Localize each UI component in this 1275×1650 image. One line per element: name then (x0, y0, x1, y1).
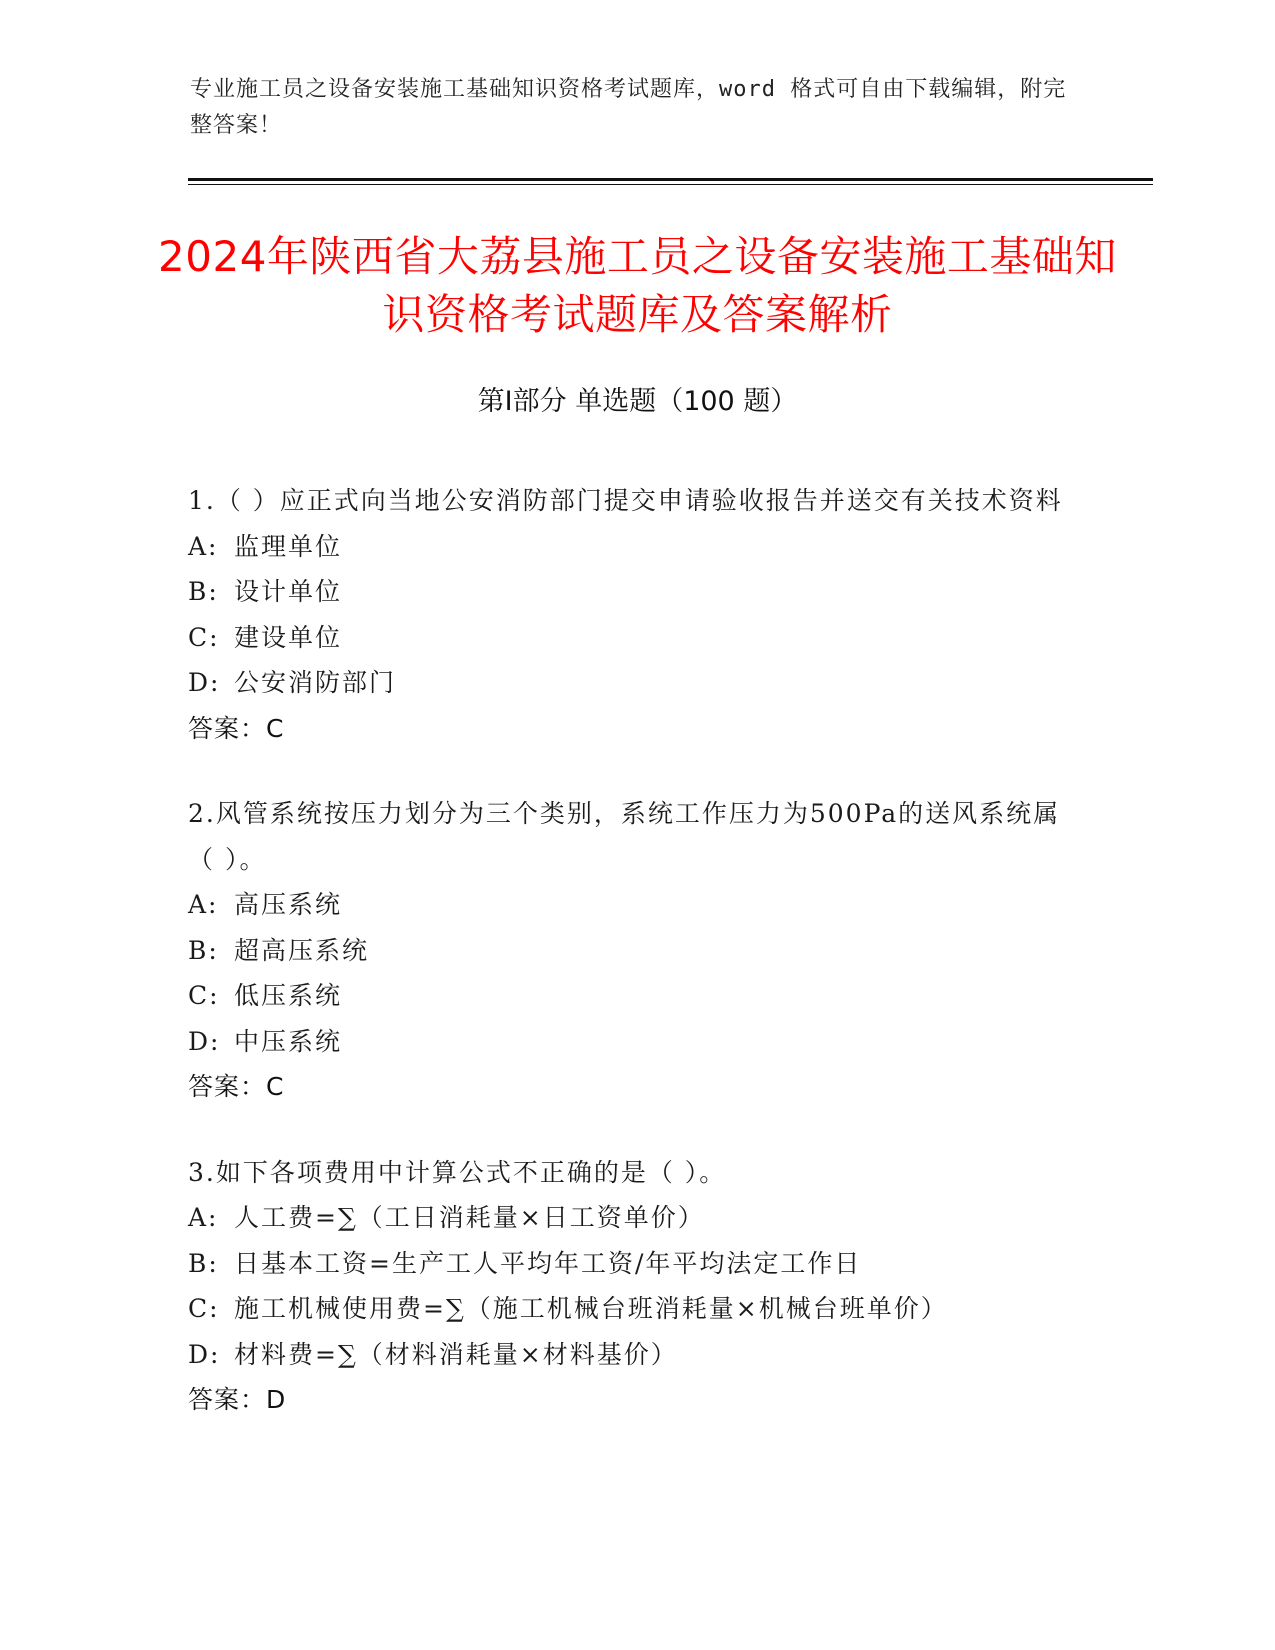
option-text: 高压系统 (234, 890, 343, 919)
option-key: A: (188, 890, 219, 919)
option-key: D: (188, 1026, 221, 1056)
option-c (188, 1286, 1088, 1332)
option-a (188, 1195, 1088, 1241)
option-key: C: (188, 1294, 220, 1323)
option-a (188, 882, 1088, 928)
option-key: D: (188, 1339, 221, 1369)
option-text: 材料费=∑（材料消耗量×材料基价） (234, 1339, 678, 1369)
answer-line: 答案：D (188, 1385, 287, 1414)
question-1 (188, 478, 1088, 751)
option-text: 中压系统 (234, 1026, 343, 1056)
option-b (188, 1241, 1088, 1287)
header-note: 专业施工员之设备安装施工基础知识资格考试题库，word 格式可自由下载编辑，附完整答案！ (190, 77, 1067, 138)
option-text: 低压系统 (234, 981, 343, 1010)
option-key: A: (188, 531, 219, 561)
option-key: A: (188, 1203, 219, 1232)
answer-line: 答案：C (188, 713, 285, 743)
option-text: 公安消防部门 (234, 668, 397, 697)
question-3 (188, 1150, 1088, 1423)
option-b (188, 928, 1088, 974)
option-text: 建设单位 (234, 622, 343, 652)
option-text: 施工机械使用费=∑（施工机械台班消耗量×机械台班单价） (234, 1294, 948, 1323)
option-text: 超高压系统 (234, 935, 370, 965)
option-b (188, 569, 1088, 615)
header-divider-thin (188, 184, 1153, 185)
option-text: 监理单位 (234, 531, 343, 561)
option-key: C: (188, 622, 220, 652)
option-text: 日基本工资=生产工人平均年工资/年平均法定工作日 (234, 1248, 862, 1278)
question-stem: 3.如下各项费用中计算公式不正确的是（ ）。 (188, 1157, 727, 1187)
option-key: B: (188, 935, 219, 965)
answer-line: 答案：C (188, 1072, 285, 1101)
option-d (188, 1019, 1088, 1065)
header-divider-thick (188, 178, 1153, 181)
section-title: 第Ⅰ部分 单选题（100 题） (477, 386, 798, 417)
option-a (188, 524, 1088, 570)
question-stem: 2.风管系统按压力划分为三个类别，系统工作压力为500Pa的送风系统属（ ）。 (188, 799, 1061, 874)
option-text: 人工费=∑（工日消耗量×日工资单价） (234, 1203, 705, 1232)
question-2 (188, 791, 1088, 1110)
question-stem: 1.（ ）应正式向当地公安消防部门提交申请验收报告并送交有关技术资料 (188, 486, 1063, 515)
option-key: C: (188, 981, 220, 1010)
option-c (188, 615, 1088, 661)
option-d (188, 660, 1088, 706)
option-c (188, 973, 1088, 1019)
option-text: 设计单位 (234, 577, 343, 606)
option-key: B: (188, 1248, 219, 1278)
option-d (188, 1332, 1088, 1378)
option-key: B: (188, 577, 219, 606)
question-list (188, 478, 1088, 1463)
option-key: D: (188, 668, 221, 697)
document-title: 2024年陕西省大荔县施工员之设备安装施工基础知识资格考试题库及答案解析 (158, 232, 1117, 339)
